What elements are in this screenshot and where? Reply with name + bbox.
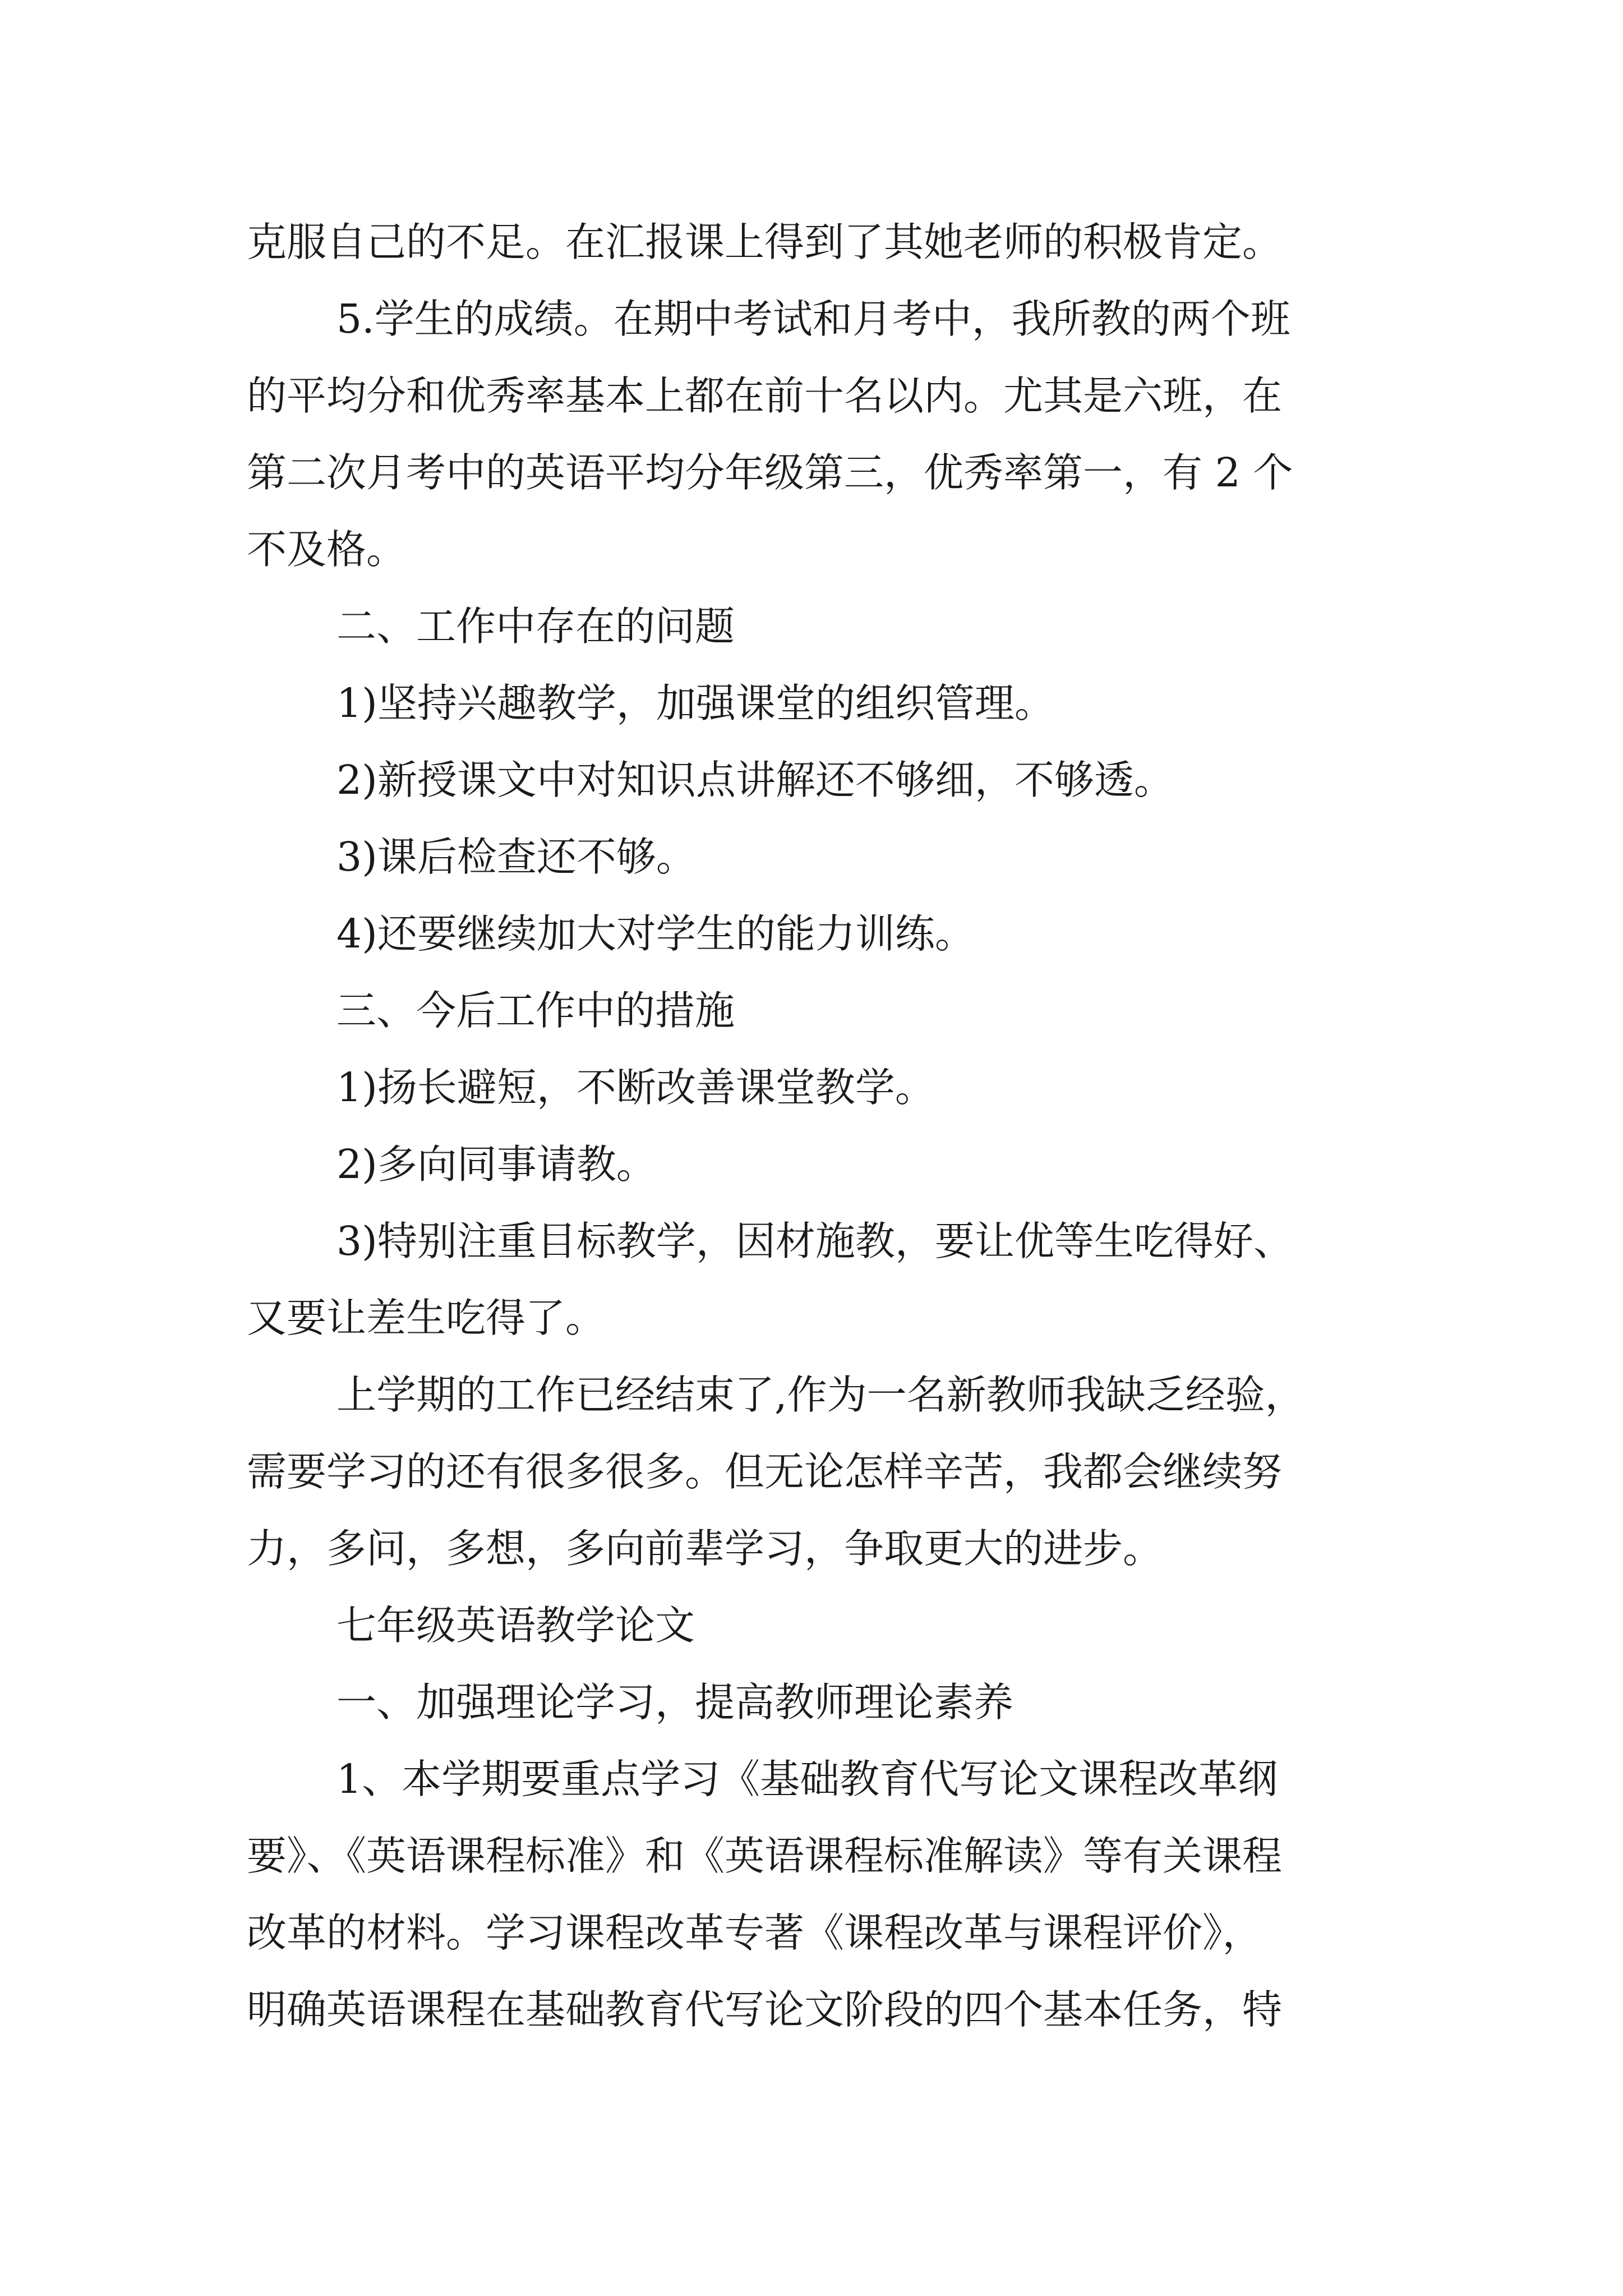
text-line: 5.学生的成绩。在期中考试和月考中，我所教的两个班 — [336, 296, 1290, 342]
text-line: 改革的材料。学习课程改革专著《课程改革与课程评价》， — [247, 1910, 1262, 1956]
text-line: 第二次月考中的英语平均分年级第三，优秀率第一，有 2 个 — [247, 449, 1293, 496]
text-line: 上学期的工作已经结束了,作为一名新教师我缺乏经验， — [336, 1372, 1305, 1418]
list-item: 1)坚持兴趣教学，加强课堂的组织管理。 — [336, 680, 1054, 726]
section-heading: 一、加强理论学习，提高教师理论素养 — [336, 1679, 1014, 1726]
list-item: 1)扬长避短，不断改善课堂教学。 — [336, 1064, 935, 1111]
text-line: 1、本学期要重点学习《基础教育代写论文课程改革纲 — [336, 1756, 1278, 1802]
section-heading: 三、今后工作中的措施 — [336, 987, 735, 1034]
text-line: 克服自己的不足。在汇报课上得到了其她老师的积极肯定。 — [247, 219, 1283, 265]
text-line: 力，多问，多想，多向前辈学习，争取更大的进步。 — [247, 1525, 1163, 1572]
text-line: 又要让差生吃得了。 — [247, 1295, 606, 1341]
list-item: 3)课后检查还不够。 — [336, 834, 696, 880]
text-line: 的平均分和优秀率基本上都在前十名以内。尤其是六班，在 — [247, 372, 1283, 419]
list-item: 4)还要继续加大对学生的能力训练。 — [336, 910, 975, 957]
list-item: 2)新授课文中对知识点讲解还不够细，不够透。 — [336, 757, 1174, 803]
text-line: 明确英语课程在基础教育代写论文阶段的四个基本任务，特 — [247, 1986, 1283, 2033]
section-heading: 二、工作中存在的问题 — [336, 603, 735, 650]
article-title: 七年级英语教学论文 — [336, 1602, 695, 1649]
text-line: 不及格。 — [247, 526, 407, 573]
list-item: 2)多向同事请教。 — [336, 1141, 656, 1188]
text-line: 需要学习的还有很多很多。但无论怎样辛苦，我都会继续努 — [247, 1448, 1283, 1495]
text-line: 要》、《英语课程标准》和《英语课程标准解读》等有关课程 — [247, 1833, 1283, 1879]
list-item: 3)特别注重目标教学，因材施教，要让优等生吃得好、 — [336, 1218, 1293, 1264]
